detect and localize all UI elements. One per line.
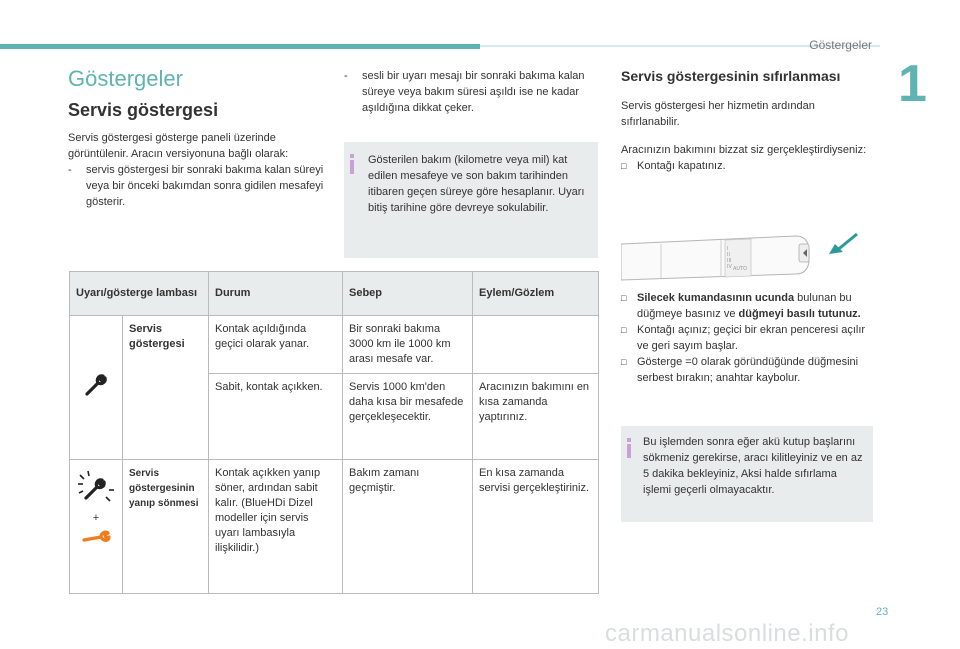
reset-steps: [621, 290, 871, 386]
stalk-auto-label: AUTO: [733, 266, 748, 272]
plus-sign: +: [92, 512, 100, 524]
intro-list-item: - servis göstergesi bir sonraki bakıma kalan süreyi veya bir önceki bakımdan sonra gidilen mesafeyi gösterir.: [68, 162, 328, 210]
table-cell-sebep: Bakım zamanı geçmiştir.: [343, 460, 473, 594]
intro-text: Servis göstergesi gösterge paneli üzerinde görüntülenir. Aracın versiyonuna bağlı olarak:: [68, 132, 289, 160]
table-cell-name: Servis göstergesi: [123, 316, 209, 460]
svg-text:II: II: [727, 252, 730, 258]
table-row: [70, 460, 599, 594]
service-warning-table: [69, 271, 599, 594]
reset-step: □ Kontağı kapatınız.: [621, 158, 871, 174]
info-text: Bu işlemden sonra eğer akü kutup başlarını sökmeniz gerekirse, aracı kilitleyiniz ve en az 5 dakika bekleyiniz, Aksi halde sıfırlama işlemi geçerli olmayacaktır.: [643, 436, 863, 496]
header-chapter-label: Göstergeler: [809, 38, 872, 52]
chapter-number: 1: [898, 55, 927, 113]
table-cell-eylem: Aracınızın bakımını en kısa zamanda yaptırınız.: [473, 374, 599, 460]
wiper-stalk-illustration: [621, 222, 871, 288]
table-cell-name: Servis göstergesinin yanıp sönmesi: [123, 460, 209, 594]
reset-step: □ Kontağı açınız; geçici bir ekran penceresi açılır ve geri sayım başlar.: [621, 322, 871, 354]
reset-step-bold: düğmeyi basılı tutunuz.: [738, 308, 861, 320]
info-text: Gösterilen bakım (kilometre veya mil) kat edilen mesafeye ve son bakım tarihinden itibaren geçen süreye göre hesaplanır. Uyarı bitiş tarihine göre devreye sokulabilir.: [368, 154, 585, 214]
reset-paragraph: Servis göstergesi her hizmetin ardından sıfırlanabilir.: [621, 100, 815, 128]
table-cell-icon: [70, 460, 123, 594]
header-accent-bar: [0, 44, 480, 49]
page-number: 23: [876, 606, 889, 618]
reset-step-text: bulunan bu düğmeye basınız ve: [637, 292, 852, 320]
page-subtitle: Servis göstergesi: [68, 100, 219, 120]
reset-step-bold: Silecek kumandasının ucunda: [637, 292, 795, 304]
reset-title: Servis göstergesinin sıfırlanması: [621, 68, 841, 84]
mid-list: [344, 68, 599, 116]
intro-block: [68, 130, 328, 210]
info-box-battery: [621, 426, 873, 522]
svg-text:IV: IV: [727, 264, 732, 270]
table-row: [70, 316, 599, 374]
table-header-durum: Durum: [209, 272, 343, 316]
table-header-eylem: Eylem/Gözlem: [473, 272, 599, 316]
wrench-icon: [83, 372, 109, 398]
table-cell-sebep: Servis 1000 km'den daha kısa bir mesafede gerçekleşecektir.: [343, 374, 473, 460]
table-cell-durum: Kontak açıldığında geçici olarak yanar.: [209, 316, 343, 374]
table-cell-icon: [70, 316, 123, 460]
info-box-mileage: [344, 142, 598, 258]
reset-intro-text: Aracınızın bakımını bizzat siz gerçekleştirdiyseniz:: [621, 144, 867, 156]
table-header-lamp: Uyarı/gösterge lambası: [70, 272, 209, 316]
table-cell-sebep: Bir sonraki bakıma 3000 km ile 1000 km arası mesafe var.: [343, 316, 473, 374]
wrench-orange-icon: [81, 528, 111, 546]
info-icon: [350, 154, 354, 174]
section-title: Göstergeler: [68, 66, 183, 91]
table-cell-durum: Sabit, kontak açıkken.: [209, 374, 343, 460]
table-cell-eylem: En kısa zamanda servisi gerçekleştiriniz.: [473, 460, 599, 594]
reset-step: □ Gösterge =0 olarak göründüğünde düğmesini serbest bırakın; anahtar kaybolur.: [621, 354, 871, 386]
flashing-wrench-icon: [76, 470, 116, 504]
watermark: carmanualsonline.info: [605, 620, 849, 647]
reset-intro: [621, 142, 871, 174]
table-header-sebep: Sebep: [343, 272, 473, 316]
svg-text:I: I: [727, 246, 729, 252]
table-cell-durum: Kontak açıkken yanıp söner, ardından sabit kalır. (BlueHDi Dizel modeller için servis uyarı lambasıyla ilişkilidir.): [209, 460, 343, 594]
table-cell-eylem: [473, 316, 599, 374]
mid-list-item: - sesli bir uyarı mesajı bir sonraki bakıma kalan süreye veya bakım süresi aşıldı ise ne kadar aşıldığına dikkat çeker.: [344, 68, 599, 116]
table-header-row: [70, 272, 599, 316]
reset-step: [621, 290, 871, 322]
svg-text:III: III: [727, 258, 732, 264]
info-icon: [627, 438, 631, 458]
